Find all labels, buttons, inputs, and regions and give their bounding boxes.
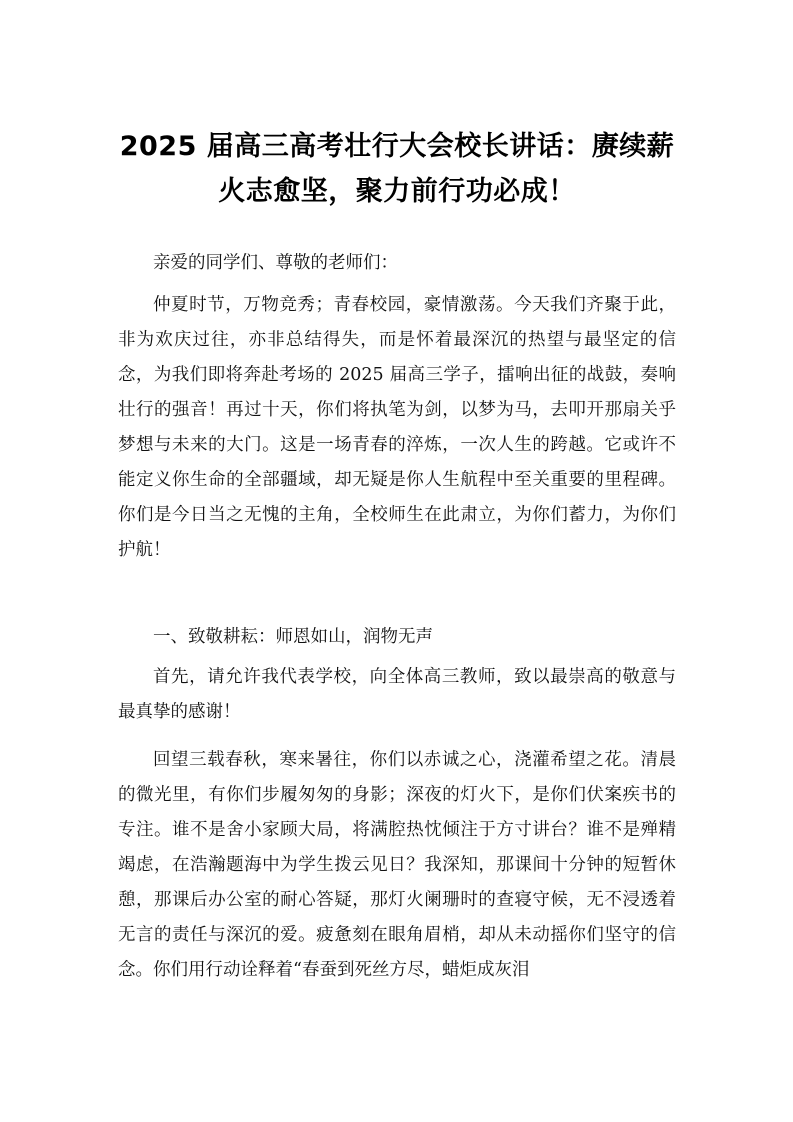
document-title-line-1: 2025 届高三高考壮行大会校长讲话：赓续薪 <box>119 131 675 162</box>
salutation-paragraph: 亲爱的同学们、尊敬的老师们： <box>153 253 398 273</box>
document-title-line-2: 火志愈坚，聚力前行功必成！ <box>218 176 576 207</box>
thanks-paragraph: 首先，请允许我代表学校，向全体高三教师，致以最崇高的敬意与最真挚的感谢！ <box>118 667 676 722</box>
section-heading-1: 一、致敬耕耘：师恩如山，润物无声 <box>153 627 433 647</box>
teachers-paragraph: 回望三载春秋，寒来暑往，你们以赤诚之心，浇灌希望之花。清晨的微光里，有你们步履匆匆的身影；深夜的灯火下，是你们伏案疾书的专注。谁不是舍小家顾大局，将满腔热忱倾注于方寸讲台？谁不是殚精竭虑，在浩瀚题海中为学生拨云见日？我深知，那课间十分钟的短暂休憩，那课后办公室的耐心答疑，那灯火阑珊时的查寝守候，无不浸透着无言的责任与深沉的爱。疲惫刻在眼角眉梢，却从未动摇你们坚守的信念。你们用行动诠释着“春蚕到死丝方尽，蜡炬成灰泪 <box>118 750 676 980</box>
opening-paragraph: 仲夏时节，万物竞秀；青春校园，豪情激荡。今天我们齐聚于此，非为欢庆过往，亦非总结得失，而是怀着最深沉的热望与最坚定的信念，为我们即将奔赴考场的 2025 届高三学子，擂响出征的战鼓，奏响壮行的强音！再过十天，你们将执笔为剑，以梦为马，去叩开那扇关乎梦想与未来的大门。这是一场青春的淬炼，一次人生的跨越。它或许不能定义你生命的全部疆域，却无疑是你人生航程中至关重要的里程碑。你们是今日当之无愧的主角，全校师生在此肃立，为你们蓄力，为你们护航！ <box>118 295 676 560</box>
